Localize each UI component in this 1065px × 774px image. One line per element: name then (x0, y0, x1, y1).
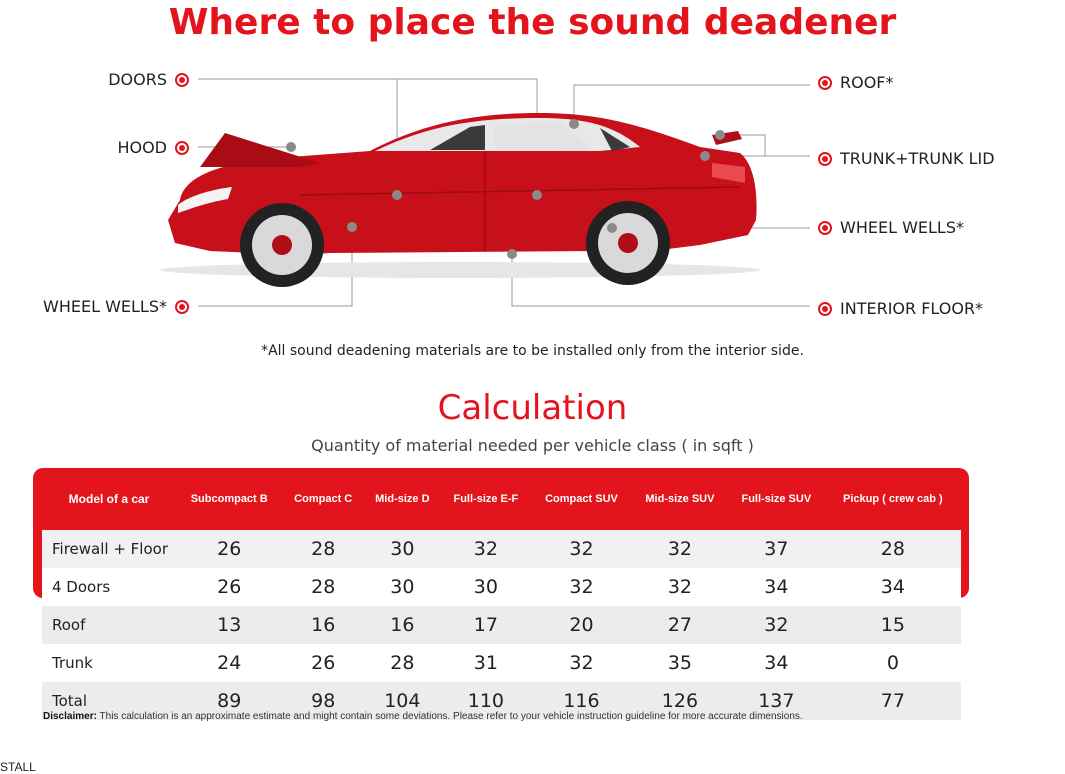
table-cell: 32 (728, 606, 825, 644)
table-cell: 16 (282, 606, 364, 644)
table-cell: 32 (441, 530, 531, 568)
table-cell: 32 (531, 644, 632, 682)
marker-icon (175, 300, 189, 314)
table-cell: 32 (531, 530, 632, 568)
table-cell: 110 (441, 682, 531, 720)
table-cell: 30 (364, 568, 441, 606)
table-cell: 98 (282, 682, 364, 720)
table-cell: 77 (825, 682, 961, 720)
table-cell: 24 (176, 644, 282, 682)
marker-icon (818, 152, 832, 166)
column-header: Full-size E-F (453, 493, 519, 505)
column-header: Compact SUV (545, 493, 618, 505)
label-roof: ROOF* (818, 73, 894, 92)
table-cell: 34 (728, 644, 825, 682)
table-cell: 31 (441, 644, 531, 682)
table-cell: 32 (531, 568, 632, 606)
page-title: Where to place the sound deadener (168, 2, 897, 43)
calculation-title: Calculation (437, 388, 628, 428)
table-row (42, 530, 961, 568)
table-cell: 20 (531, 606, 632, 644)
column-header: Mid-size D (375, 493, 430, 505)
table-cell: 89 (176, 682, 282, 720)
table-cell: 116 (531, 682, 632, 720)
label-wheel-wells-right: WHEEL WELLS* (818, 218, 964, 237)
marker-icon (818, 76, 832, 90)
front-wheel (240, 203, 324, 287)
table-cell: 28 (282, 568, 364, 606)
table-cell: 16 (364, 606, 441, 644)
row-label: Total (42, 682, 176, 720)
table-cell: 17 (441, 606, 531, 644)
table-cell: 26 (176, 568, 282, 606)
table-cell: 30 (364, 530, 441, 568)
cropped-text: STALL (0, 760, 36, 774)
row-label: 4 Doors (42, 568, 176, 606)
calculation-subtitle: Quantity of material needed per vehicle class ( in sqft ) (311, 436, 754, 455)
table-cell: 35 (632, 644, 728, 682)
label-hood: HOOD (117, 138, 189, 157)
marker-icon (175, 73, 189, 87)
marker-icon (175, 141, 189, 155)
disclaimer (43, 711, 803, 722)
table-cell: 37 (728, 530, 825, 568)
table-cell: 137 (728, 682, 825, 720)
disclaimer-text: This calculation is an approximate estimate and might contain some deviations. Please refer to your vehicle instruction guideline for more accurate dimensions. (96, 711, 803, 722)
table-cell: 32 (632, 568, 728, 606)
marker-icon (818, 221, 832, 235)
table-row (42, 568, 961, 606)
column-header: Compact C (294, 493, 353, 505)
column-header: Pickup ( crew cab ) (843, 493, 943, 505)
table-cell: 28 (282, 530, 364, 568)
table-cell: 15 (825, 606, 961, 644)
table-cell: 28 (364, 644, 441, 682)
label-doors: DOORS (108, 70, 189, 89)
table-cell: 30 (441, 568, 531, 606)
marker-icon (818, 302, 832, 316)
label-trunk: TRUNK+TRUNK LID (818, 149, 995, 168)
rear-wheel (586, 201, 670, 285)
row-label: Trunk (42, 644, 176, 682)
row-label: Firewall + Floor (42, 530, 176, 568)
table-cell: 34 (825, 568, 961, 606)
label-wheel-wells-left: WHEEL WELLS* (43, 297, 189, 316)
calculation-table (42, 468, 961, 720)
table-cell: 13 (176, 606, 282, 644)
table-cell: 34 (728, 568, 825, 606)
column-header: Full-size SUV (741, 493, 812, 505)
row-label: Roof (42, 606, 176, 644)
label-interior-floor: INTERIOR FLOOR* (818, 299, 983, 318)
table-row (42, 606, 961, 644)
table-cell: 26 (282, 644, 364, 682)
installation-note: *All sound deadening materials are to be installed only from the interior side. (261, 343, 804, 359)
calculation-table-wrapper (33, 468, 969, 720)
table-cell: 104 (364, 682, 441, 720)
table-cell: 126 (632, 682, 728, 720)
column-header: Mid-size SUV (645, 493, 715, 505)
table-cell: 28 (825, 530, 961, 568)
table-header-row (42, 468, 961, 530)
disclaimer-label: Disclaimer: (43, 711, 97, 722)
column-header: Subcompact B (190, 493, 268, 505)
table-cell: 32 (632, 530, 728, 568)
table-row (42, 644, 961, 682)
column-header: Model of a car (68, 492, 150, 506)
table-cell: 27 (632, 606, 728, 644)
table-cell: 0 (825, 644, 961, 682)
car-diagram (0, 55, 1065, 345)
table-cell: 26 (176, 530, 282, 568)
